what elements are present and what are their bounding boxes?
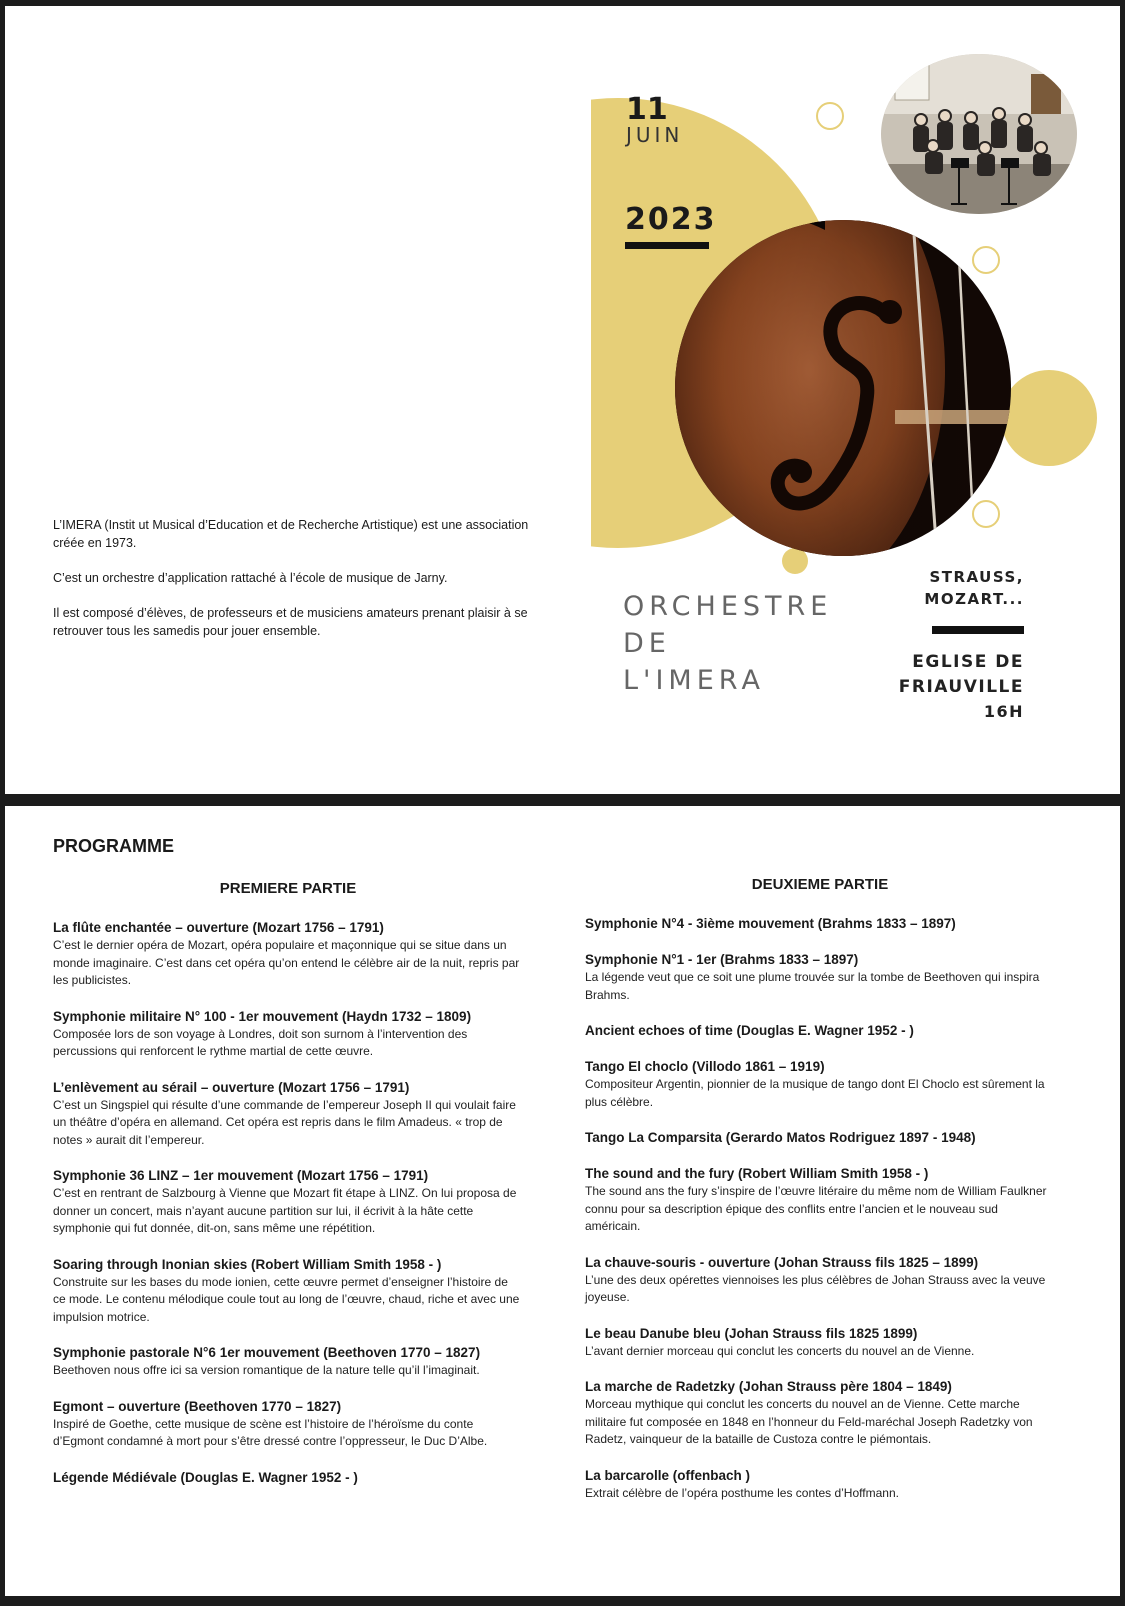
piece-title: Ancient echoes of time (Douglas E. Wagner 1952 - ) bbox=[585, 1023, 914, 1038]
piece-description: Inspiré de Goethe, cette musique de scène est l’histoire de l’héroïsme du conte d’Egmont condamné à mort pour s’être dressé contre l’oppresseur, le Duc D’Albe. bbox=[53, 1416, 488, 1448]
programme-list bbox=[53, 919, 523, 1487]
piece-description: Beethoven nous offre ici sa version romantique de la nature telle qu’il l’imaginait. bbox=[53, 1363, 480, 1377]
orchestra-title bbox=[623, 588, 832, 699]
piece-title: Symphonie N°4 - 3ième mouvement (Brahms 1833 – 1897) bbox=[585, 916, 956, 931]
piece-title: Tango El choclo (Villodo 1861 – 1919) bbox=[585, 1059, 825, 1074]
piece-title: Le beau Danube bleu (Johan Strauss fils 1825 1899) bbox=[585, 1325, 918, 1341]
yellow-circle-decor bbox=[1001, 370, 1097, 466]
programme-item bbox=[585, 1467, 1055, 1503]
date-month: JUIN bbox=[626, 123, 684, 147]
ring-decor bbox=[972, 246, 1000, 274]
piece-description: Extrait célèbre de l’opéra posthume les contes d’Hoffmann. bbox=[585, 1485, 899, 1500]
intro-text bbox=[53, 516, 543, 657]
piece-description: L’avant dernier morceau qui conclut les concerts du nouvel an de Vienne. bbox=[585, 1343, 975, 1358]
piece-description: La légende veut que ce soit une plume trouvée sur la tombe de Beethoven qui inspira Brahms. bbox=[585, 970, 1040, 1002]
composers-line: MOZART... bbox=[924, 590, 1024, 608]
info-divider bbox=[932, 626, 1024, 634]
programme-item bbox=[53, 1469, 523, 1487]
first-part-column bbox=[53, 876, 523, 1505]
cover-page bbox=[5, 6, 1120, 794]
part-title: DEUXIEME PARTIE bbox=[751, 876, 889, 893]
programme-item bbox=[53, 1256, 523, 1327]
piece-title: L’enlèvement au sérail – ouverture (Mozart 1756 – 1791) bbox=[53, 1079, 410, 1095]
piece-title: The sound and the fury (Robert William Smith 1958 - ) bbox=[585, 1166, 929, 1181]
piece-title: Egmont – ouverture (Beethoven 1770 – 1827) bbox=[53, 1398, 342, 1414]
piece-title: Symphonie pastorale N°6 1er mouvement (Beethoven 1770 – 1827) bbox=[53, 1345, 481, 1360]
programme-item bbox=[53, 1167, 523, 1238]
piece-title: La flûte enchantée – ouverture (Mozart 1756 – 1791) bbox=[53, 920, 384, 935]
piece-description: The sound ans the fury s’inspire de l’œuvre litéraire du même nom de William Faulkner connu pour sa description épique des conflits entre l’ancien et le nouveau sud américain. bbox=[585, 1184, 1047, 1233]
piece-title: Symphonie 36 LINZ – 1er mouvement (Mozart 1756 – 1791) bbox=[53, 1168, 429, 1183]
date-block bbox=[626, 92, 684, 147]
orchestra-group-photo bbox=[881, 54, 1077, 214]
venue bbox=[899, 650, 1024, 700]
piece-title: Tango La Comparsita (Gerardo Matos Rodriguez 1897 - 1948) bbox=[585, 1130, 976, 1145]
piece-title: Symphonie militaire N° 100 - 1er mouvement (Haydn 1732 – 1809) bbox=[53, 1008, 472, 1024]
programme-item bbox=[585, 1378, 1055, 1449]
ring-decor bbox=[816, 102, 844, 130]
programme-item bbox=[53, 1079, 523, 1150]
date-day: 11 bbox=[626, 92, 668, 127]
piece-title: La marche de Radetzky (Johan Strauss père 1804 – 1849) bbox=[585, 1379, 952, 1394]
programme-item bbox=[53, 1344, 523, 1380]
piece-title: La barcarolle (offenbach ) bbox=[585, 1467, 751, 1483]
part-title: PREMIERE PARTIE bbox=[219, 880, 357, 897]
year-underline bbox=[625, 242, 709, 249]
programme-item bbox=[585, 1254, 1055, 1307]
piece-description: C’est un Singspiel qui résulte d’une commande de l’empereur Joseph II qui voulait faire un théâtre d’opéra en allemand. Cet opéra est repris dans le film Amadeus. « trop de notes » aurait dit l’empereur. bbox=[53, 1097, 516, 1147]
programme-item bbox=[585, 915, 1055, 933]
programme-item bbox=[53, 919, 523, 990]
yellow-dot-decor bbox=[782, 548, 808, 574]
intro-paragraph: Il est composé d’élèves, de professeurs et de musiciens amateurs prenant plaisir à se retrouver tous les samedis pour jouer ensemble. bbox=[53, 606, 528, 638]
piece-title: Soaring through Inonian skies (Robert William Smith 1958 - ) bbox=[53, 1256, 442, 1272]
piece-description: Composée lors de son voyage à Londres, doit son surnom à l’intervention des percussions qui renforcent le rythme martial de cette œuvre. bbox=[53, 1026, 468, 1058]
piece-title: Symphonie N°1 - 1er (Brahms 1833 – 1897) bbox=[585, 952, 859, 967]
ring-decor bbox=[972, 500, 1000, 528]
programme-item bbox=[585, 1165, 1055, 1236]
piece-description: L’une des deux opérettes viennoises les plus célèbres de Johan Strauss avec la veuve joyeuse. bbox=[585, 1272, 1046, 1304]
title-line: DE bbox=[623, 628, 671, 659]
piece-title: La chauve-souris - ouverture (Johan Strauss fils 1825 – 1899) bbox=[585, 1254, 979, 1270]
piece-title: Légende Médiévale (Douglas E. Wagner 1952 - ) bbox=[53, 1469, 358, 1485]
intro-paragraph: L’IMERA (Instit ut Musical d’Education et de Recherche Artistique) est une association créée en 1973. bbox=[53, 518, 529, 550]
programme-list bbox=[585, 915, 1055, 1502]
piece-description: Construite sur les bases du mode ionien, cette œuvre permet d’enseigner l’histoire de ce mode. Le contenu mélodique coule tout au long de l’œuvre, chaud, riche et avec une impulsion motrice. bbox=[53, 1274, 520, 1324]
piece-description: C’est en rentrant de Salzbourg à Vienne que Mozart fit étape à LINZ. On lui proposa de donner un concert, mais n’ayant aucune partition sur lui, il écrivit à la hâte cette symphonie qui fut donnée, dit-on, sans même une répétition. bbox=[53, 1186, 517, 1235]
piece-description: C’est le dernier opéra de Mozart, opéra populaire et maçonnique qui se situe dans un monde imaginaire. C’est dans cet opéra qu’on entend le célèbre air de la nuit, repris par les publicistes. bbox=[53, 938, 520, 987]
date-year: 2023 bbox=[625, 202, 717, 237]
composers bbox=[899, 566, 1024, 610]
programme-item bbox=[53, 1398, 523, 1451]
composers-line: STRAUSS, bbox=[929, 568, 1024, 586]
venue-line: EGLISE DE bbox=[912, 652, 1024, 672]
programme-item bbox=[53, 1008, 523, 1061]
programme-page bbox=[5, 806, 1120, 1596]
programme-item bbox=[585, 951, 1055, 1004]
piece-description: Morceau mythique qui conclut les concerts du nouvel an de Vienne. Cette marche militaire fut composée en 1848 en l’honneur du Feld-maréchal Joseph Radetzky von Radetz, vainqueur de la bataille de Custoza contre le piémontais. bbox=[585, 1397, 1033, 1446]
concert-info bbox=[899, 566, 1024, 724]
piece-description: Compositeur Argentin, pionnier de la musique de tango dont El Choclo est sûrement la plus célèbre. bbox=[585, 1077, 1045, 1109]
programme-item bbox=[585, 1325, 1055, 1361]
second-part-column bbox=[585, 876, 1055, 1520]
title-line: ORCHESTRE bbox=[623, 591, 833, 622]
violin-photo bbox=[675, 220, 1011, 556]
intro-paragraph: C’est un orchestre d’application rattaché à l’école de musique de Jarny. bbox=[53, 571, 448, 585]
programme-item bbox=[585, 1058, 1055, 1111]
title-line: L'IMERA bbox=[623, 665, 765, 696]
programme-item bbox=[585, 1129, 1055, 1147]
concert-time: 16H bbox=[983, 702, 1024, 721]
programme-title: PROGRAMME bbox=[53, 836, 174, 856]
programme-item bbox=[585, 1022, 1055, 1040]
venue-line: FRIAUVILLE bbox=[898, 677, 1024, 697]
